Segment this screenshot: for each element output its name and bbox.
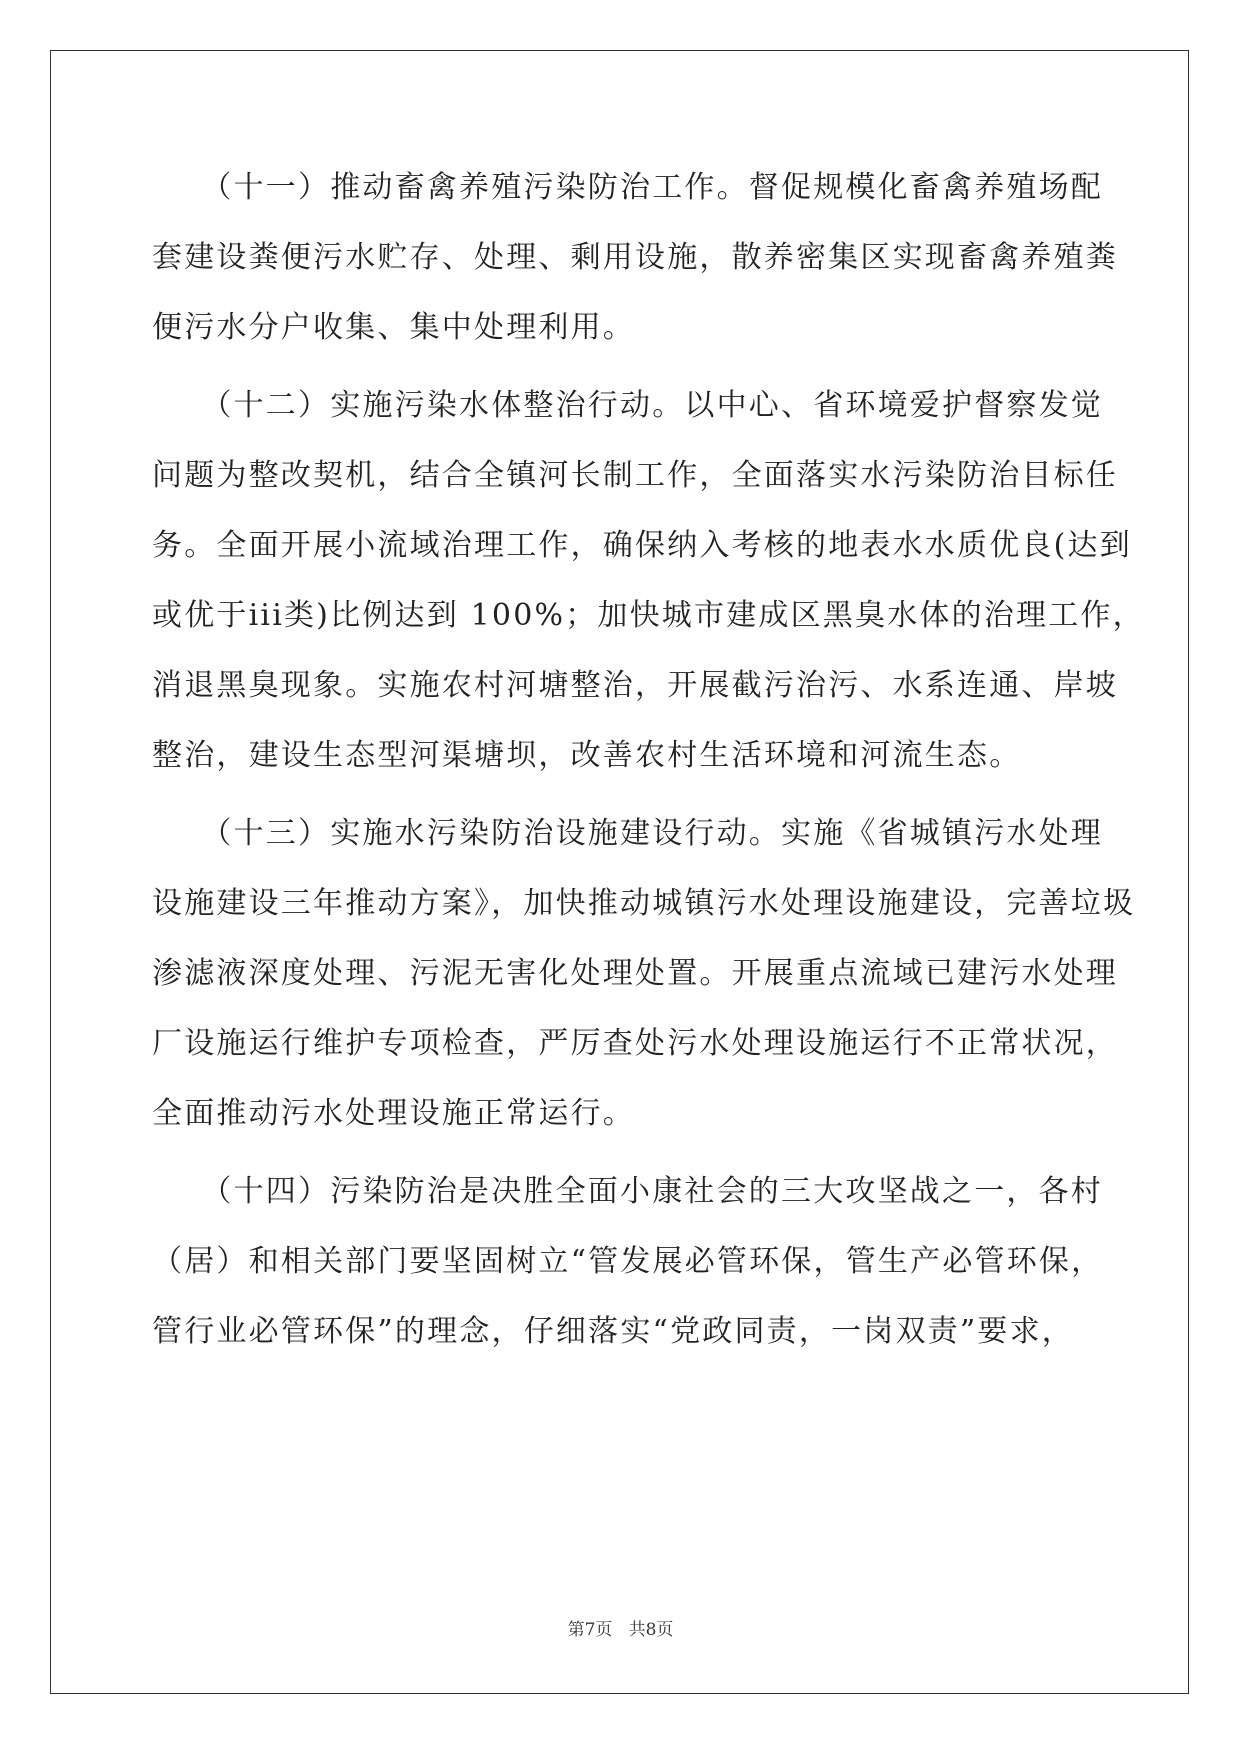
page-border	[50, 50, 1189, 1694]
paragraph-13-line-3: 渗滤液深度处理、污泥无害化处理处置。开展重点流域已建污水处理	[152, 956, 1118, 991]
paragraph-14-line-3: 管行业必管环保”的理念，仔细落实“党政同责，一岗双责”要求，	[152, 1314, 1075, 1349]
paragraph-14-line-1: （十四）污染防治是决胜全面小康社会的三大攻坚战之一，各村	[152, 1174, 1103, 1209]
paragraph-14-line-2: （居）和相关部门要坚固树立“管发展必管环保，管生产必管环保，	[152, 1244, 1104, 1279]
paragraph-12-line-6: 整治，建设生态型河渠塘坝，改善农村生活环境和河流生态。	[152, 738, 1022, 773]
paragraph-12-line-2: 问题为整改契机，结合全镇河长制工作，全面落实水污染防治目标任	[152, 458, 1118, 493]
paragraph-13-line-5: 全面推动污水处理设施正常运行。	[152, 1096, 635, 1131]
paragraph-11-line-1: （十一）推动畜禽养殖污染防治工作。督促规模化畜禽养殖场配	[152, 170, 1103, 205]
paragraph-13-line-2: 设施建设三年推动方案》，加快推动城镇污水处理设施建设，完善垃圾	[152, 886, 1136, 921]
paragraph-12-line-1: （十二）实施污染水体整治行动。以中心、省环境爱护督察发觉	[152, 388, 1103, 423]
paragraph-12-line-4: 或优于iii类)比例达到 100%；加快城市建成区黑臭水体的治理工作，	[152, 598, 1145, 633]
paragraph-12-line-5: 消退黑臭现象。实施农村河塘整治，开展截污治污、水系连通、岸坡	[152, 668, 1118, 703]
page-number-footer: 第7页 共8页	[567, 1620, 674, 1640]
paragraph-12-line-3: 务。全面开展小流域治理工作，确保纳入考核的地表水水质优良(达到	[152, 528, 1132, 563]
paragraph-13-line-1: （十三）实施水污染防治设施建设行动。实施《省城镇污水处理	[152, 816, 1103, 851]
paragraph-11-line-2: 套建设粪便污水贮存、处理、剩用设施，散养密集区实现畜禽养殖粪	[152, 240, 1118, 275]
paragraph-13-line-4: 厂设施运行维护专项检查，严厉查处污水处理设施运行不正常状况，	[152, 1026, 1118, 1061]
paragraph-11-line-3: 便污水分户收集、集中处理利用。	[152, 310, 635, 345]
